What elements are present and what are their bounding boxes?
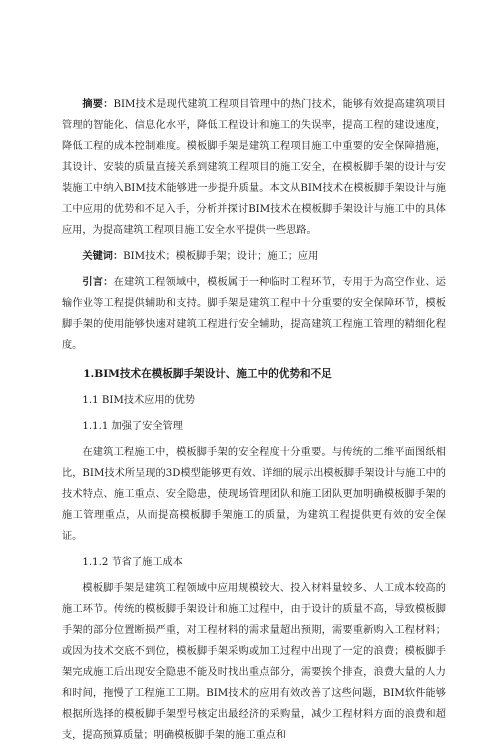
intro-label: 引言： [82,276,114,288]
subsubsection-heading-safety: 1.1.1 加强了安全管理 [82,421,183,432]
body-paragraph-safety: 在建筑工程施工中，模板脚手架的安全程度十分重要。与传统的二维平面图纸相比，BIM技术所呈现的3D模型能够更有效、详细的展示出模板脚手架设计与施工中的技术特点、施工重点、安全隐患，使现场管理团队和施工团队更加明确模板脚手架的施工管理重点，从而提高模板脚手架施工的质量，为建筑工程提供更有效的安全保证。 [62,447,446,542]
subsubsection-heading-cost: 1.1.2 节省了施工成本 [82,557,183,568]
abstract-label: 摘要： [82,98,114,110]
intro-text: 在建筑工程领域中，模板属于一种临时工程环节，专用于为高空作业、运输作业等工程提供辅助和支持。脚手架是建筑工程中十分重要的安全保障环节，模板脚手架的使用能够快速对建筑工程进行安全辅助，提高建筑工程施工管理的精细化程度。 [62,277,446,351]
keywords-label: 关键词： [82,250,124,262]
intro-paragraph [62,272,446,356]
abstract-paragraph [62,94,446,241]
keywords-paragraph [62,246,446,267]
subsection-heading: 1.1 BIM技术应用的优势 [82,395,196,406]
keywords-text: BIM技术；模板脚手架；设计；施工；应用 [123,251,319,262]
section-heading: 1.BIM技术在模板脚手架设计、施工中的优势和不足 [83,368,332,380]
abstract-text: BIM技术是现代建筑工程项目管理中的热门技术，能够有效提高建筑项目管理的智能化、信息化水平，降低工程设计和施工的失误率，提高工程的建设速度，降低工程的成本控制难度。模板脚手架是建筑工程项目施工中重要的安全保障措施，其设计、安装的质量直接关系到建筑工程项目的施工安全，在模板脚手架的设计与安装施工中纳入BIM技术能够进一步提升质量。本文从BIM技术在模板脚手架设计与施工中应用的优势和不足入手，分析并探讨BIM技术在模板脚手架设计与施工中的具体应用，为提高建筑工程项目施工安全水平提供一些思路。 [62,99,446,236]
body-paragraph-cost: 模板脚手架是建筑工程领域中应用规模较大、投入材料量较多、人工成本较高的施工环节。传统的模板脚手架设计和施工过程中，由于设计的质量不高，导致模板脚手架的部分位置断损严重，对工程材料的需求量超出预期，需要重新购入工程材料；或因为技术交底不到位，模板脚手架采购或加工过程中出现了一定的浪费；模板脚手架完成施工后出现安全隐患不能及时找出重点部分，需要挨个排查，浪费大量的人力和时间，拖慢了工程施工工期。BIM技术的应用有效改善了这些问题，BIM软件能够根据所选择的模板脚手架型号核定出最经济的采购量，减少工程材料方面的浪费和超支，提高预算质量；明确模板脚手架的施工重点和 [62,583,446,741]
